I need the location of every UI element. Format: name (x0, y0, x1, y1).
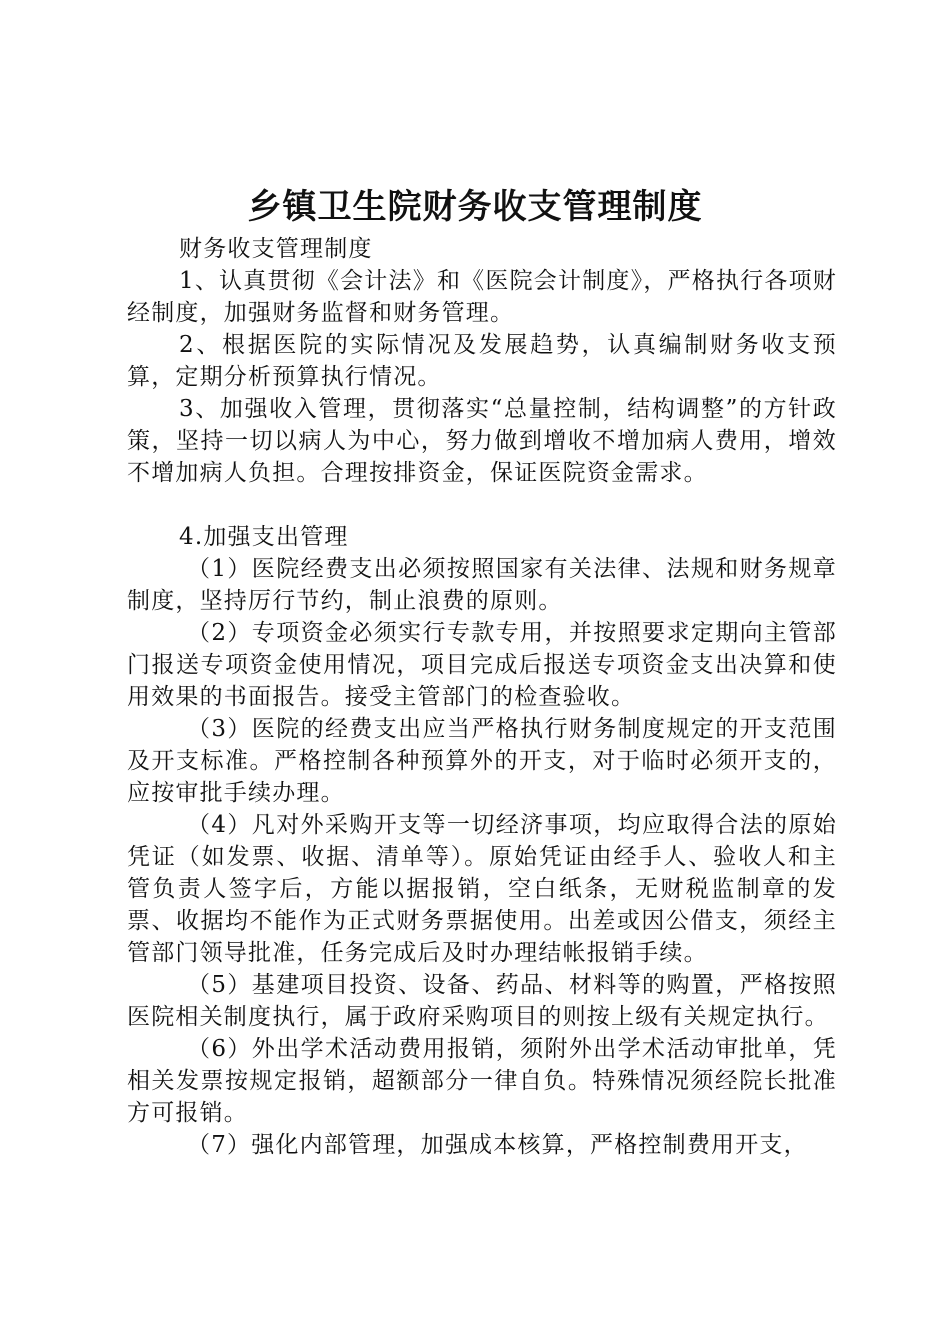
paragraph-item-1: 1、认真贯彻《会计法》和《医院会计制度》，严格执行各项财经制度，加强财务监督和财务管理。 (127, 268, 837, 326)
paragraph-item-3: 3、加强收入管理，贯彻落实“总量控制，结构调整”的方针政策，坚持一切以病人为中心，努力做到增收不增加病人费用，增效不增加病人负担。合理按排资金，保证医院资金需求。 (127, 396, 837, 486)
paragraph-sub-3: （3）医院的经费支出应当严格执行财务制度规定的开支范围及开支标准。严格控制各种预算外的开支，对于临时必须开支的，应按审批手续办理。 (127, 716, 837, 806)
paragraph-sub-1: （1）医院经费支出必须按照国家有关法律、法规和财务规章制度，坚持厉行节约，制止浪费的原则。 (127, 556, 837, 614)
paragraph-item-4-heading: 4.加强支出管理 (179, 524, 349, 550)
paragraph-item-2: 2、根据医院的实际情况及发展趋势，认真编制财务收支预算，定期分析预算执行情况。 (127, 332, 837, 390)
paragraph-subtitle: 财务收支管理制度 (179, 236, 373, 262)
paragraph-sub-5: （5）基建项目投资、设备、药品、材料等的购置，严格按照医院相关制度执行，属于政府采购项目的则按上级有关规定执行。 (127, 972, 837, 1030)
document-title: 乡镇卫生院财务收支管理制度 (247, 187, 703, 227)
document-body (127, 233, 837, 1161)
paragraph-sub-7: （7）强化内部管理，加强成本核算，严格控制费用开支， (187, 1132, 808, 1158)
paragraph-sub-4: （4）凡对外采购开支等一切经济事项，均应取得合法的原始凭证（如发票、收据、清单等）。原始凭证由经手人、验收人和主管负责人签字后，方能以据报销，空白纸条，无财税监制章的发票、收据均不能作为正式财务票据使用。出差或因公借支，须经主管部门领导批准，任务完成后及时办理结帐报销手续。 (127, 812, 837, 966)
paragraph-sub-6: （6）外出学术活动费用报销，须附外出学术活动审批单，凭相关发票按规定报销，超额部分一律自负。特殊情况须经院长批准方可报销。 (127, 1036, 837, 1126)
paragraph-sub-2: （2）专项资金必须实行专款专用，并按照要求定期向主管部门报送专项资金使用情况，项目完成后报送专项资金支出决算和使用效果的书面报告。接受主管部门的检查验收。 (127, 620, 837, 710)
